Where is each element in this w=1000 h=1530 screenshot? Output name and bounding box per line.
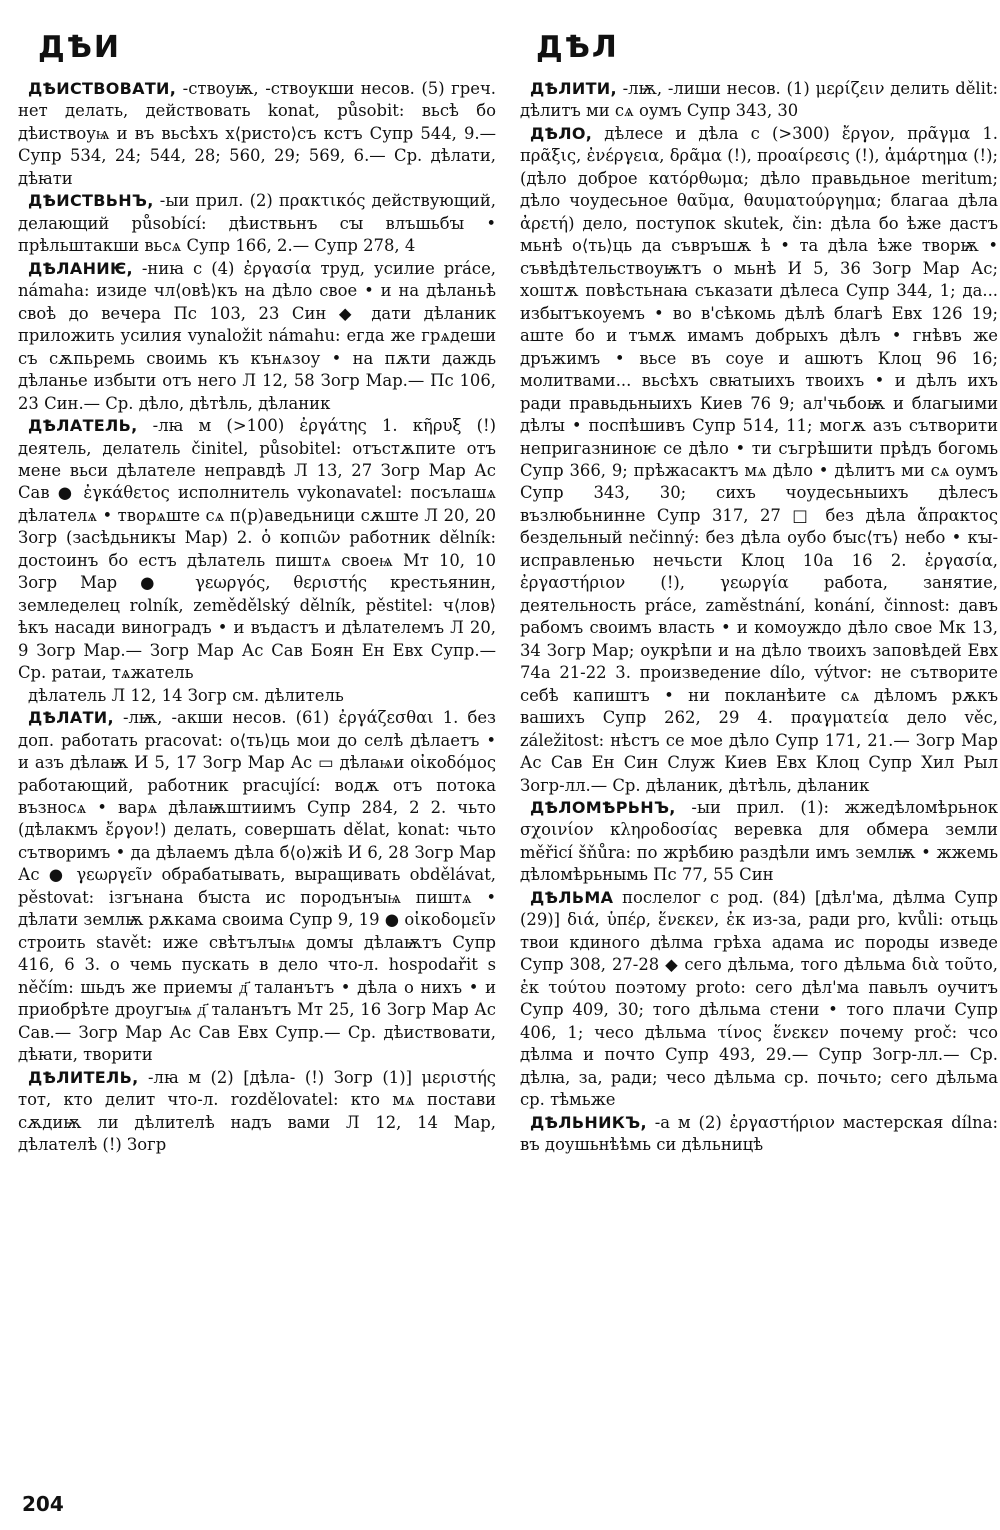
right-entries (520, 78, 998, 1157)
entry-headword: ДѢЛИТИ, (530, 79, 617, 98)
dictionary-entry (18, 685, 496, 707)
entry-body: -лѭ, -лиши несов. (1) μερίζειν делить dělit: дѣлитъ ми сѧ оумъ Супр 343, 30 (520, 79, 998, 121)
entry-body: -ыи прил. (1): жжедѣломѣрьнок σχοινίον κληροδοσίας веревка для обмера земли měřicí šňůra: по жрѣбию раздѣли имъ землѭ • жжемь дѣломѣрьнымь Пс 77, 55 Син (520, 798, 998, 885)
dictionary-entry (520, 123, 998, 797)
entry-body: дѣлесе и дѣла с (>300) ἔργον, πρᾶγμα 1. πρᾶξις, ἐνέργεια, δρᾶμα (!), προαίρεσις (!), ἁμάρτημα (!); (дѣло доброе κατόρθωμα; дѣло правьдьное meritum; дѣло чоудесьное θαῦμα, θαυματούργημα; благаа дѣла ἀρετή) дело, поступок skutek, čin: дѣла бо ѣже дастъ мьнѣ о⟨ть⟩ць да съвръшѫ ѣ • та дѣла ѣже творѭ • съвѣдѣтельствоуѭтъ о мьнѣ И 5, 36 Зогр Мар Ас; хоштѫ повѣстьнаꙗ съказати дѣлеса Супр 344, 1; да... избытъкоуемъ • во в'сѣкомь дѣлѣ благѣ Евх 126 19; аште бо и тъмѫ имамъ добрыхъ дѣлъ • гнѣвъ же дръжимъ • вьсе въ соуе и ашютъ Клоц 96 16; молитвами... вьсѣхъ свꙗтыихъ твоихъ • и дѣлъ ихъ ради правьдьныихъ Киев 76 9; ал'чьбоѭ и благыими дѣлꙑ • поспѣшивъ Супр 514, 11; могѫ азъ сътворити непригазниноѥ се дѣло • ти съгрѣшити прѣдъ богомь Супр 366, 9; прѣжасактъ мѧ дѣло • дѣлитъ ми сѧ оумъ Супр 343, 30; сихъ чоудесьныихъ дѣлесъ възлюбьнинне Супр 317, 27 □ без дѣла ἄπρακτος бездельный nečinný: без дѣла оубо бꙑс⟨тъ⟩ небо • кꙑ-исправленью нечьсти Клоц 10а 16 2. ἐργασία, ἐργαστήριον (!), γεωργία работа, занятие, деятельность práce, zaměstnání, konání, činnost: давъ рабомъ своимъ власть • и комоуждо дѣло свое Мк 13, 34 Зогр Мар; оукрѣпи и на дѣло твоихъ заповѣдей Евх 74а 21-22 3. произведение dílo, výtvor: не сътворите себѣ капиштъ • ни покланѣите сѧ дѣломъ рѫкъ вашихъ Супр 262, 29 4. πραγματεία дело věc, záležitost: нѣстъ се мое дѣло Супр 171, 21.— Зогр Мар Ас Сав Ен Син Служ Киев Евх Клоц Супр Хил Рыл Зогр-лл.— Ср. дѣланик, дѣтѣль, дѣланик (520, 123, 998, 795)
entry-body: -ствоуѭ, -ствоукши несов. (5) греч. нет делать, действовать konat, působit: вьсѣ бо дѣиствоуѩ и въ вьсѣхъ х⟨ристо⟩съ кстъ Супр 544, 9.— Супр 534, 24; 544, 28; 560, 29; 569, 6.— Ср. дѣлати, дѣꙗти (18, 79, 496, 188)
entry-headword: ДѢЛИТЕЛЬ, (28, 1067, 139, 1087)
dictionary-entry (18, 190, 496, 257)
entry-body: -лѭ, -акши несов. (61) ἐργάζεσθαι 1. без доп. работать pracovat: о⟨ть⟩ць мои до селѣ дѣлаетъ • и азъ дѣлаѭ И 5, 17 Зогр Мар Ас ▭ дѣлаѩи οἰκοδόμος работающий, работник pracující: водѫ отъ потока възносѧ • варѧ дѣлаѭштиимъ Супр 284, 2 2. чьто (дѣлакмъ ἔργον!) делать, совершать dělat, konat: чьто сътворимъ • да дѣлаемъ дѣла б⟨о⟩жіѣ И 6, 28 Зогр Мар Ас ● γεωργεῖν обрабатывать, выращивать obdělávat, pěstovat: ізгънана бꙑста ис породънꙑѩ пиштѧ • дѣлати землѭ рѫкама своима Супр 9, 19 ● οἰκοδομεῖν строить stavět: иже свѣтълꙑѩ домꙑ дѣлаѭтъ Супр 416, 6 3. о чемь пускать в дело что-л. hospodařit s něčím: шьдъ же приемꙑ д҃ таланътъ • дѣла о нихъ • и приобрѣте дроугꙑѩ д҃ таланътъ Мт 25, 16 Зогр Мар Ас Сав.— Зогр Мар Ас Сав Евх Супр.— Ср. дѣиствовати, дѣꙗти, творити (18, 708, 496, 1065)
entry-headword: ДѢИСТВЬНЪ, (28, 191, 154, 211)
entry-body: -лꙗ м (2) [дѣла- (!) Зогр (1)] μεριστής тот, кто делит что-л. rozdělovatel: кто мѧ постави сѫдиѭ ли дѣлителѣ надъ вами Л 12, 14 Мар, дѣлателѣ (!) Зогр (18, 1067, 496, 1155)
running-head-left: ДѢИ (38, 30, 122, 65)
entry-body: -лꙗ м (>100) ἐργάτης 1. κῆρυξ (!) деятель, делатель činitel, působitel: отъстѫпите отъ мене вьси дѣлателе неправдѣ Л 13, 27 Зогр Мар Ас Сав ● ἐγκάθετος исполнитель vykonavatel: посълашѧ дѣлателѧ • творѧште сѧ п(р)аведьници сѫште Л 20, 20 Зогр (засѣдьникꙑ Мар) 2. ὁ κοπιῶν работник dělník: достоинъ бо естъ дѣлатель пиштѧ своеѩ Мт 10, 10 Зогр Мар ● γεωργός, θεριστής крестьянин, земледелец rolník, zemědělský dělník, pěstitel: ч⟨лов⟩ѣкъ насади виноградъ • и въдастъ и дѣлателемъ Л 20, 9 Зогр Мар.— Зогр Мар Ас Сав Боян Ен Евх Супр.— Ср. ратаи, тѧжатель (18, 416, 496, 683)
page-number: 204 (22, 1492, 64, 1516)
left-column (18, 0, 496, 1157)
entry-headword: ДѢЛАТИ, (28, 708, 114, 728)
entry-headword: ДѢЛЬНИКЪ, (530, 1112, 647, 1132)
dictionary-entry (18, 707, 496, 1067)
dictionary-entry (520, 797, 998, 887)
dictionary-entry (18, 258, 496, 415)
entry-headword: ДѢЛОМѢРЬНЪ, (530, 798, 676, 817)
entry-headword: ДѢИСТВОВАТИ, (28, 79, 177, 98)
entry-headword: ДѢЛАТЕЛЬ, (28, 416, 138, 436)
entry-body: послелог с род. (84) [дѣл'ма, дѣлма Супр (29)] διά, ὑπέρ, ἕνεκεν, ἐκ из-за, ради pro, kvůli: отьць твои кдиного дѣлма грѣха адама ис породы изведе Супр 308, 27-28 ◆ сего дѣльма, того дѣльма διὰ τοῦτο, ἐκ τούτου поэтому proto: сего дѣл'ма павьлъ оучитъ Супр 409, 30; того дѣльма стени • того плачи Супр 406, 1; чесо дѣльма τίνος ἕνεκεν почему proč: чсо дѣлма и почто Супр 493, 29.— Супр Зогр-лл.— Ср. дѣлꙗ, за, ради; чесо дѣльма ср. почьто; сего дѣльма ср. тѣмьже (520, 887, 998, 1110)
running-head-right: ДѢЛ (536, 30, 619, 65)
entry-body: -ыи прил. (2) πρακτικός действующий, делающий působící: дѣиствьнъ сꙑ влъшьбꙑ • прѣльштакши вьсѧ Супр 166, 2.— Супр 278, 4 (18, 191, 496, 256)
left-entries (18, 78, 496, 1157)
dictionary-entry (520, 78, 998, 123)
entry-headword: ДѢЛАНИѤ, (28, 258, 133, 278)
entry-body: -ниꙗ с (4) ἐργασία труд, усилие práce, námaha: изиде чл⟨овѣ⟩къ на дѣло свое • и на дѣланьѣ своѣ до вечера Пс 103, 23 Син ◆ дати дѣланик приложить усилия vynaložit námahu: егда же грѧдеши съ сѫпьремь своимь къ кънѧзоу • на пѫти даждь дѣланье избыти отъ него Л 12, 58 Зогр Мар.— Пс 106, 23 Син.— Ср. дѣло, дѣтѣль, дѣланик (18, 258, 496, 413)
entry-body: дѣлатель Л 12, 14 Зогр см. дѣлитель (28, 685, 344, 705)
dictionary-entry (18, 415, 496, 685)
dictionary-entry (18, 1067, 496, 1157)
right-column (520, 0, 998, 1157)
entry-headword: ДѢЛО, (530, 123, 593, 143)
entry-headword: ДѢЛЬМА (530, 887, 614, 907)
dictionary-entry (520, 887, 998, 1112)
column-divider (507, 80, 508, 1480)
dictionary-entry (520, 1112, 998, 1157)
dictionary-entry (18, 78, 496, 190)
entry-body: -а м (2) ἐργαστήριον мастерская dílna: въ доушьнѣѣмь си дѣльницѣ (520, 1112, 998, 1155)
